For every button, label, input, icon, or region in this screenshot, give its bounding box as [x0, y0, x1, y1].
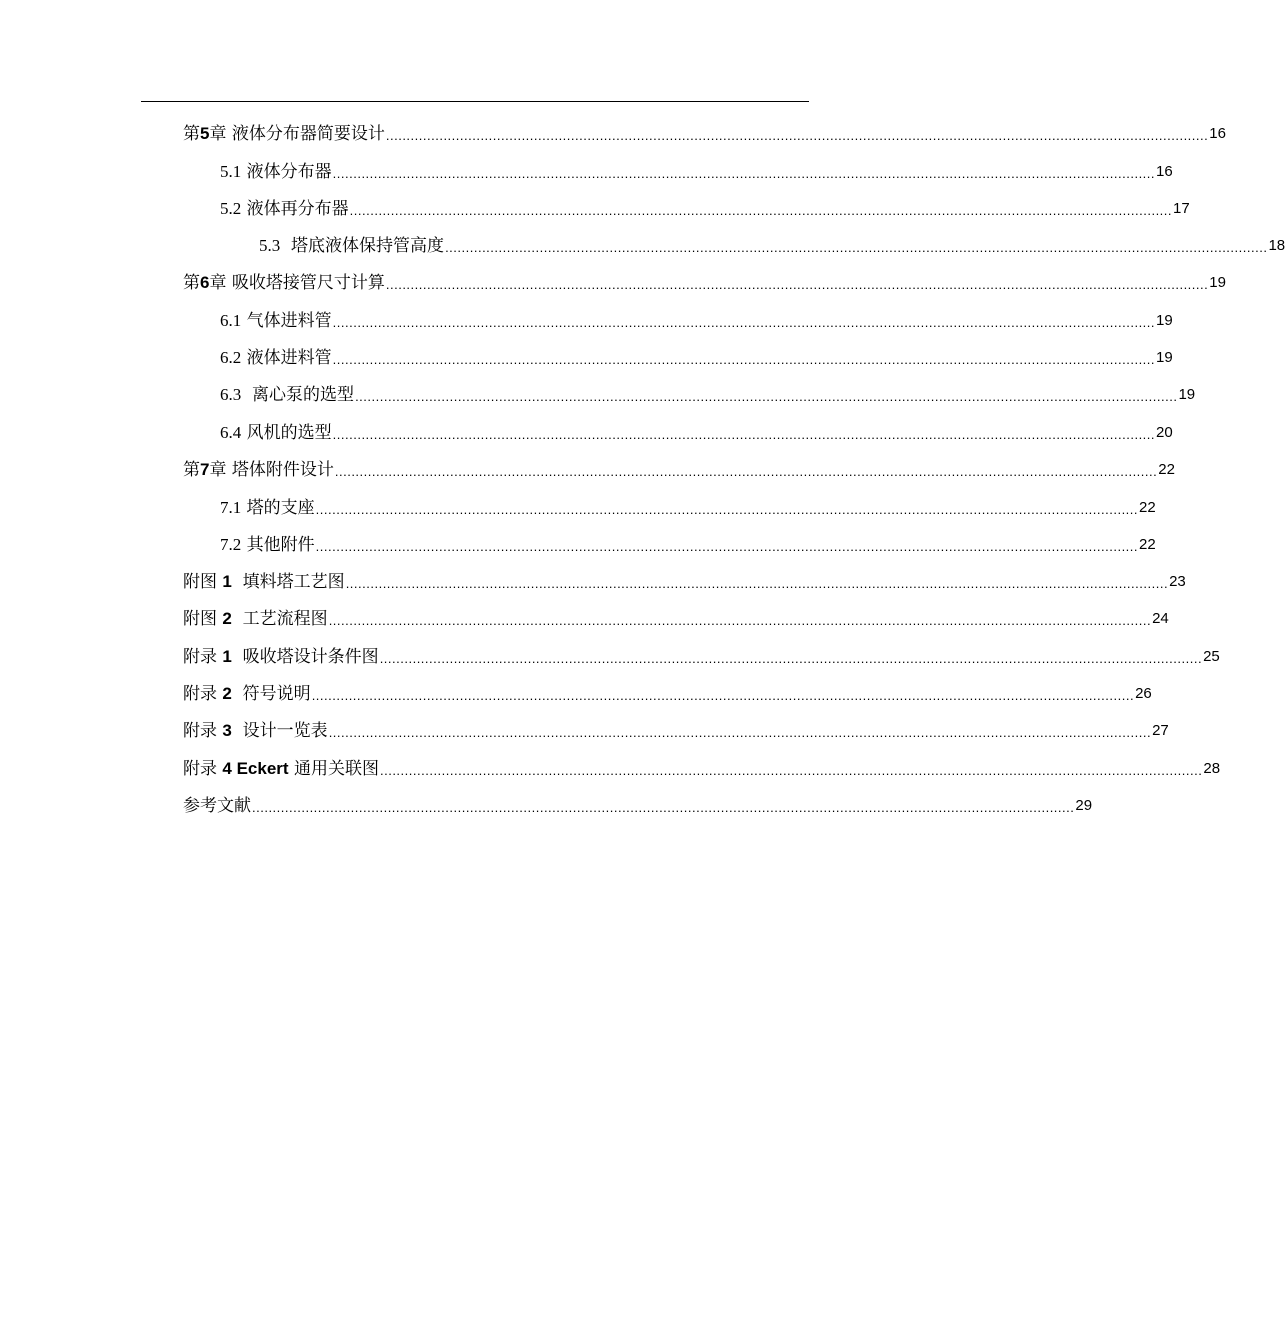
- toc-leader-dots: ........................................................................................................................................................................................................: [445, 240, 1268, 255]
- toc-page-number: 19: [1178, 386, 1196, 403]
- toc-leader-dots: ........................................................................................................................................................................................................: [315, 539, 1139, 554]
- toc-leader-dots: ........................................................................................................................................................................................................: [349, 203, 1173, 218]
- toc-leader-dots: ........................................................................................................................................................................................................: [332, 315, 1156, 330]
- toc-entry-section-6-2[interactable]: [220, 343, 1173, 369]
- toc-entry-references[interactable]: [183, 791, 1093, 817]
- toc-leader-dots: ........................................................................................................................................................................................................: [315, 502, 1139, 517]
- toc-page-number: 27: [1152, 722, 1169, 739]
- toc-entry-figure-1[interactable]: [183, 567, 1186, 593]
- toc-entry-appendix-4[interactable]: [183, 754, 1221, 780]
- toc-entry-section-5-3[interactable]: [259, 231, 1285, 257]
- toc-entry-title: 6.4 风机的选型: [220, 423, 332, 443]
- toc-page-number: 17: [1173, 200, 1190, 217]
- toc-leader-dots: ........................................................................................................................................................................................................: [252, 800, 1075, 815]
- toc-entry-title: 第7章 塔体附件设计: [183, 460, 334, 480]
- toc-leader-dots: ........................................................................................................................................................................................................: [355, 389, 1178, 404]
- toc-entry-title: 附录 3 设计一览表: [183, 721, 328, 741]
- toc-leader-dots: ........................................................................................................................................................................................................: [345, 576, 1169, 591]
- toc-leader-dots: ........................................................................................................................................................................................................: [379, 763, 1203, 778]
- toc-page-number: 16: [1209, 125, 1226, 142]
- toc-page-number: 25: [1203, 648, 1220, 665]
- toc-page-number: 16: [1156, 163, 1173, 180]
- toc-leader-dots: ........................................................................................................................................................................................................: [332, 352, 1156, 367]
- toc-page-number: 29: [1075, 797, 1093, 814]
- toc-page-number: 24: [1152, 610, 1169, 627]
- toc-entry-title: 参考文献: [183, 796, 251, 816]
- toc-page-number: 22: [1139, 499, 1156, 516]
- toc-page-number: 19: [1156, 349, 1173, 366]
- toc-entry-title: 5.2 液体再分布器: [220, 199, 349, 219]
- toc-leader-dots: ........................................................................................................................................................................................................: [328, 725, 1152, 740]
- toc-page-number: 23: [1169, 573, 1186, 590]
- toc-entry-title: 附图 1 填料塔工艺图: [183, 572, 345, 592]
- toc-leader-dots: ........................................................................................................................................................................................................: [332, 427, 1156, 442]
- toc-entry-title: 附录 4 Eckert 通用关联图: [183, 759, 379, 779]
- toc-entry-title: 附图 2 工艺流程图: [183, 609, 328, 629]
- toc-entry-title: 6.1 气体进料管: [220, 311, 332, 331]
- header-rule: [141, 101, 809, 102]
- toc-entry-title: 第5章 液体分布器简要设计: [183, 124, 385, 144]
- toc-page-number: 20: [1156, 424, 1173, 441]
- toc-leader-dots: ........................................................................................................................................................................................................: [311, 688, 1135, 703]
- toc-entry-title: 6.3 离心泵的选型: [220, 385, 355, 405]
- toc-leader-dots: ........................................................................................................................................................................................................: [328, 613, 1152, 628]
- toc-leader-dots: ........................................................................................................................................................................................................: [332, 166, 1156, 181]
- toc-entry-chapter-6[interactable]: [183, 268, 1226, 294]
- toc-entry-title: 5.3 塔底液体保持管高度: [259, 236, 445, 256]
- toc-entry-chapter-5[interactable]: [183, 119, 1226, 145]
- toc-entry-section-5-2[interactable]: [220, 194, 1190, 220]
- toc-entry-section-6-1[interactable]: [220, 306, 1173, 332]
- toc-entry-appendix-2[interactable]: [183, 679, 1152, 705]
- toc-entry-section-6-4[interactable]: [220, 418, 1173, 444]
- toc-leader-dots: ........................................................................................................................................................................................................: [334, 464, 1158, 479]
- toc-leader-dots: ........................................................................................................................................................................................................: [385, 277, 1209, 292]
- toc-entry-section-7-1[interactable]: [220, 493, 1156, 519]
- toc-leader-dots: ........................................................................................................................................................................................................: [379, 651, 1203, 666]
- toc-entry-section-5-1[interactable]: [220, 157, 1173, 183]
- toc-page-number: 18: [1268, 237, 1285, 254]
- toc-page-number: 26: [1135, 685, 1152, 702]
- toc-entry-title: 附录 1 吸收塔设计条件图: [183, 647, 379, 667]
- toc-entry-figure-2[interactable]: [183, 604, 1169, 630]
- toc-page-number: 19: [1156, 312, 1173, 329]
- toc-entry-title: 5.1 液体分布器: [220, 162, 332, 182]
- toc-page-number: 22: [1139, 536, 1156, 553]
- toc-entry-section-7-2[interactable]: [220, 530, 1156, 556]
- toc-page-number: 28: [1203, 760, 1221, 777]
- toc-entry-title: 6.2 液体进料管: [220, 348, 332, 368]
- toc-entry-title: 第6章 吸收塔接管尺寸计算: [183, 273, 385, 293]
- toc-entry-appendix-1[interactable]: [183, 642, 1220, 668]
- toc-entry-title: 7.2 其他附件: [220, 535, 315, 555]
- toc-entry-chapter-7[interactable]: [183, 455, 1175, 481]
- toc-leader-dots: ........................................................................................................................................................................................................: [385, 128, 1209, 143]
- toc-page-number: 22: [1158, 461, 1175, 478]
- toc-entry-title: 附录 2 符号说明: [183, 684, 311, 704]
- toc-entry-appendix-3[interactable]: [183, 716, 1169, 742]
- toc-entry-section-6-3[interactable]: [220, 380, 1196, 406]
- toc-page-number: 19: [1209, 274, 1226, 291]
- toc-entry-title: 7.1 塔的支座: [220, 498, 315, 518]
